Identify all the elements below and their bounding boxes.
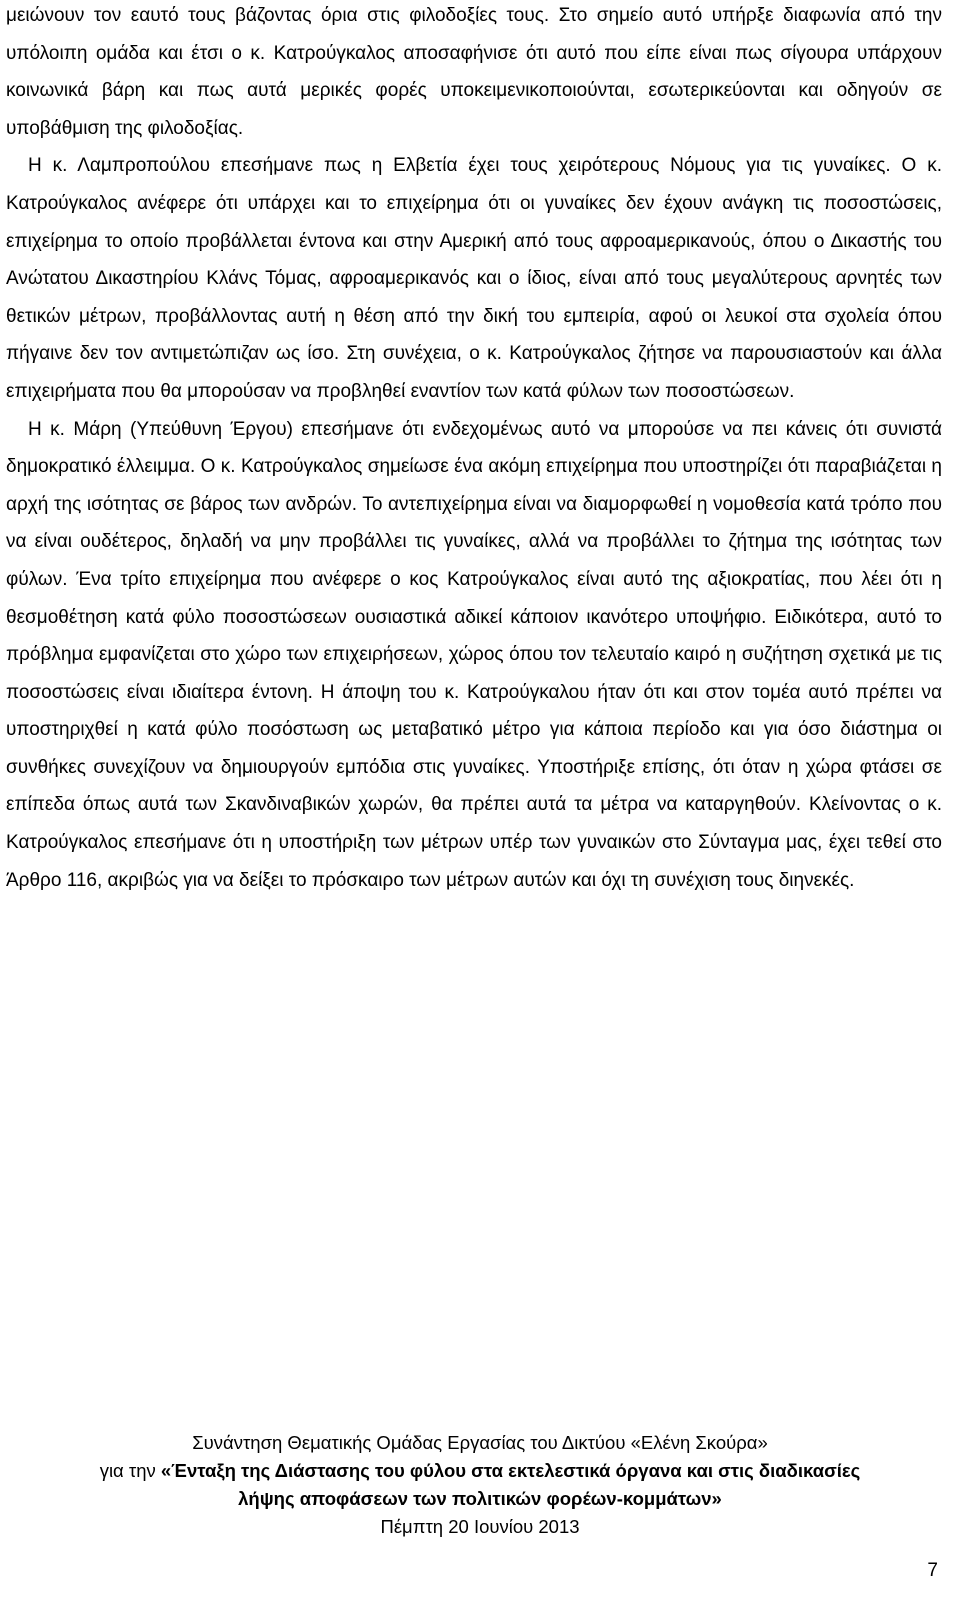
footer-subject-prefix: για την [99, 1460, 161, 1481]
footer-subject-line [0, 1457, 960, 1485]
footer-meeting-title: Συνάντηση Θεματικής Ομάδας Εργασίας του Δικτύου «Ελένη Σκούρα» [192, 1432, 768, 1453]
paragraph-2: Η κ. Λαμπροπούλου επεσήμανε πως η Ελβετία έχει τους χειρότερους Νόμους για τις γυναίκες. Ο κ. Κατρούγκαλος ανέφερε ότι υπάρχει και το επιχείρημα ότι οι γυναίκες δεν έχουν ανάγκη τις ποσοστώσεις, επιχείρημα το οποίο προβάλλεται έντονα και στην Αμερική από τους αφροαμερικανούς, όπου ο Δικαστής του Ανώτατου Δικαστηρίου Κλάνς Τόμας, αφροαμερικανός και ο ίδιος, είναι από τους μεγαλύτερους αρνητές των θετικών μέτρων, προβάλλοντας αυτή η θέση από την δική του εμπειρία, αφού οι λευκοί στα σχολεία όπου πήγαινε δεν τον αντιμετώπιζαν ως ίσο. Στη συνέχεια, ο κ. Κατρούγκαλος ζήτησε να παρουσιαστούν και άλλα επιχειρήματα που θα μπορούσαν να προβληθεί εναντίον των κατά φύλων των ποσοστώσεων. [6, 155, 942, 402]
body-text [6, 0, 942, 899]
paragraph-3: Η κ. Μάρη (Υπεύθυνη Έργου) επεσήμανε ότι ενδεχομένως αυτό να μπορούσε να πει κάνεις ότι συνιστά δημοκρατικό έλλειμμα. Ο κ. Κατρούγκαλος σημείωσε ένα ακόμη επιχείρημα που υποστηρίζει ότι παραβιάζεται η αρχή της ισότητας σε βάρος των ανδρών. Το αντεπιχείρημα είναι να διαμορφωθεί η νομοθεσία κατά τρόπο που να είναι ουδέτερος, δηλαδή να μην προβάλλει τις γυναίκες, αλλά να προβάλλει το ζήτημα της ισότητας των φύλων. Ένα τρίτο επιχείρημα που ανέφερε ο κος Κατρούγκαλος είναι αυτό της αξιοκρατίας, που λέει ότι η θεσμοθέτηση κατά φύλο ποσοστώσεων ουσιαστικά αδικεί κάποιον ικανότερο υποψήφιο. Ειδικότερα, αυτό το πρόβλημα εμφανίζεται στο χώρο των επιχειρήσεων, χώρος όπου τον τελευταίο καιρό η συζήτηση σχετικά με τις ποσοστώσεις είναι ιδιαίτερα έντονη. Η άποψη του κ. Κατρούγκαλου ήταν ότι και στον τομέα αυτό πρέπει να υποστηριχθεί η κατά φύλο ποσόστωση ως μεταβατικό μέτρο για κάποια περίοδο και για όσο διάστημα οι συνθήκες συνεχίζουν να δημιουργούν εμπόδια στις γυναίκες. Υποστήριξε επίσης, ότι όταν η χώρα φτάσει σε επίπεδα όπως αυτά των Σκανδιναβικών χωρών, θα πρέπει αυτά τα μέτρα να καταργηθούν. Κλείνοντας ο κ. Κατρούγκαλος επεσήμανε ότι η υποστήριξη των μέτρων υπέρ των γυναικών στο Σύνταγμα μας, έχει τεθεί στο Άρθρο 116, ακριβώς για να δείξει το πρόσκαιρο των μέτρων αυτών και όχι τη συνέχιση τους διηνεκές. [6, 418, 942, 891]
footer-subject-line-2: λήψης αποφάσεων των πολιτικών φορέων-κομμάτων» [238, 1488, 722, 1509]
page-number: 7 [927, 1560, 938, 1581]
footer-subject-bold: «Ένταξη της Διάστασης του φύλου στα εκτελεστικά όργανα και στις διαδικασίες [160, 1460, 861, 1481]
paragraph-1: μειώνουν τον εαυτό τους βάζοντας όρια στις φιλοδοξίες τους. Στο σημείο αυτό υπήρξε διαφωνία από την υπόλοιπη ομάδα και έτσι ο κ. Κατρούγκαλος αποσαφήνισε ότι αυτό που είπε είναι πως σίγουρα υπάρχουν κοινωνικά βάρη και πως αυτά μερικές φορές υποκειμενικοποιούνται, εσωτερικεύονται και οδηγούν σε υποβάθμιση της φιλοδοξίας. [6, 5, 942, 139]
footer-date: Πέμπτη 20 Ιουνίου 2013 [380, 1516, 580, 1537]
footer [0, 1429, 960, 1541]
